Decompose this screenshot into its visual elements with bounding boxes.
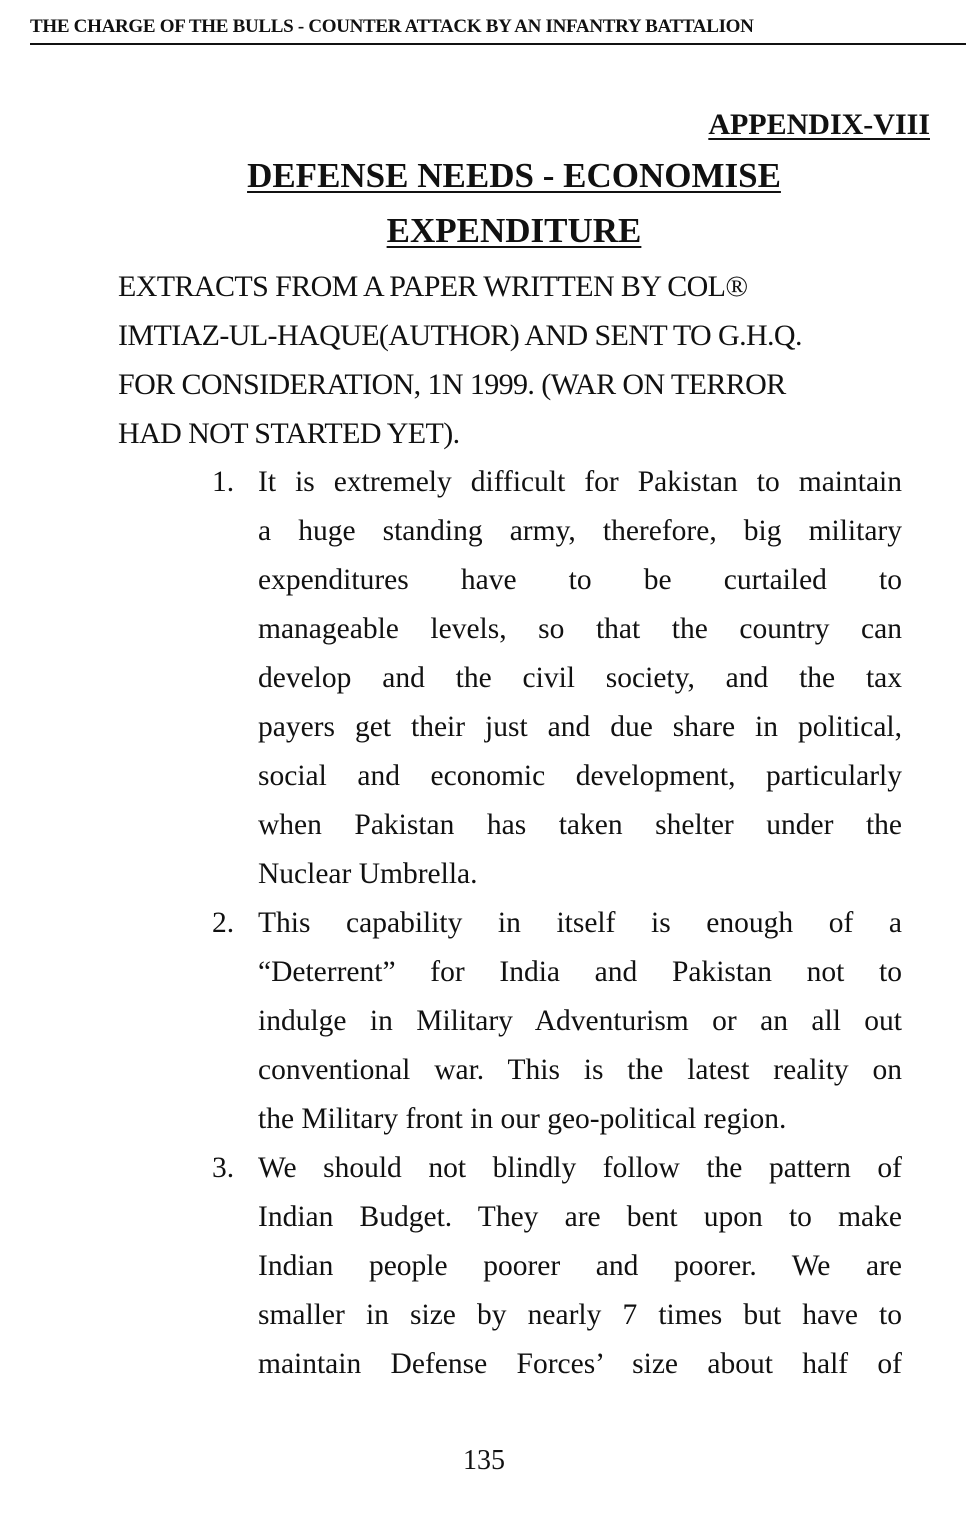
list-item-number: 2.: [212, 907, 235, 939]
list-item-line: manageable levels, so that the country can: [258, 613, 902, 645]
page-number: 135: [463, 1445, 505, 1476]
list-item-line: conventional war. This is the latest reality on: [258, 1054, 902, 1086]
list-item-line: social and economic development, particularly: [258, 760, 902, 792]
intro-line: FOR CONSIDERATION, 1N 1999. (WAR ON TERROR: [118, 368, 786, 401]
list-item-line: payers get their just and due share in political,: [258, 711, 902, 743]
page-title-line-2: EXPENDITURE: [386, 211, 642, 250]
list-item-line: a huge standing army, therefore, big military: [258, 515, 902, 547]
intro-line: HAD NOT STARTED YET).: [118, 417, 460, 450]
header-rule: [30, 43, 966, 45]
list-item-line: This capability in itself is enough of a: [258, 907, 902, 939]
list-item-line: “Deterrent” for India and Pakistan not to: [258, 956, 902, 988]
list-item-line: Nuclear Umbrella.: [258, 858, 478, 890]
list-item-line: We should not blindly follow the pattern of: [258, 1152, 902, 1184]
list-item-line: Indian people poorer and poorer. We are: [258, 1250, 902, 1282]
list-item-line: smaller in size by nearly 7 times but have to: [258, 1299, 902, 1331]
list-item-line: It is extremely difficult for Pakistan to maintain: [258, 466, 902, 498]
list-item-line: the Military front in our geo-political region.: [258, 1103, 787, 1135]
intro-line: EXTRACTS FROM A PAPER WRITTEN BY COL®: [118, 270, 748, 303]
list-item-line: indulge in Military Adventurism or an all out: [258, 1005, 902, 1037]
page-title-line-1: DEFENSE NEEDS - ECONOMISE: [247, 156, 781, 195]
list-item-number: 1.: [212, 466, 235, 498]
list-item: [200, 899, 902, 1144]
list-item: [200, 1144, 902, 1389]
list-item-line: expenditures have to be curtailed to: [258, 564, 902, 596]
list-item: [200, 458, 902, 899]
numbered-list: [200, 458, 902, 1389]
list-item-line: when Pakistan has taken shelter under the: [258, 809, 902, 841]
intro-paragraph: [118, 262, 908, 458]
intro-line: IMTIAZ-UL-HAQUE(AUTHOR) AND SENT TO G.H.Q.: [118, 319, 802, 352]
list-item-line: maintain Defense Forces’ size about half of: [258, 1348, 902, 1380]
list-item-line: Indian Budget. They are bent upon to make: [258, 1201, 902, 1233]
running-header: THE CHARGE OF THE BULLS - COUNTER ATTACK BY AN INFANTRY BATTALION: [30, 16, 754, 37]
appendix-label: APPENDIX-VIII: [708, 108, 930, 141]
list-item-number: 3.: [212, 1152, 235, 1184]
list-item-line: develop and the civil society, and the tax: [258, 662, 902, 694]
